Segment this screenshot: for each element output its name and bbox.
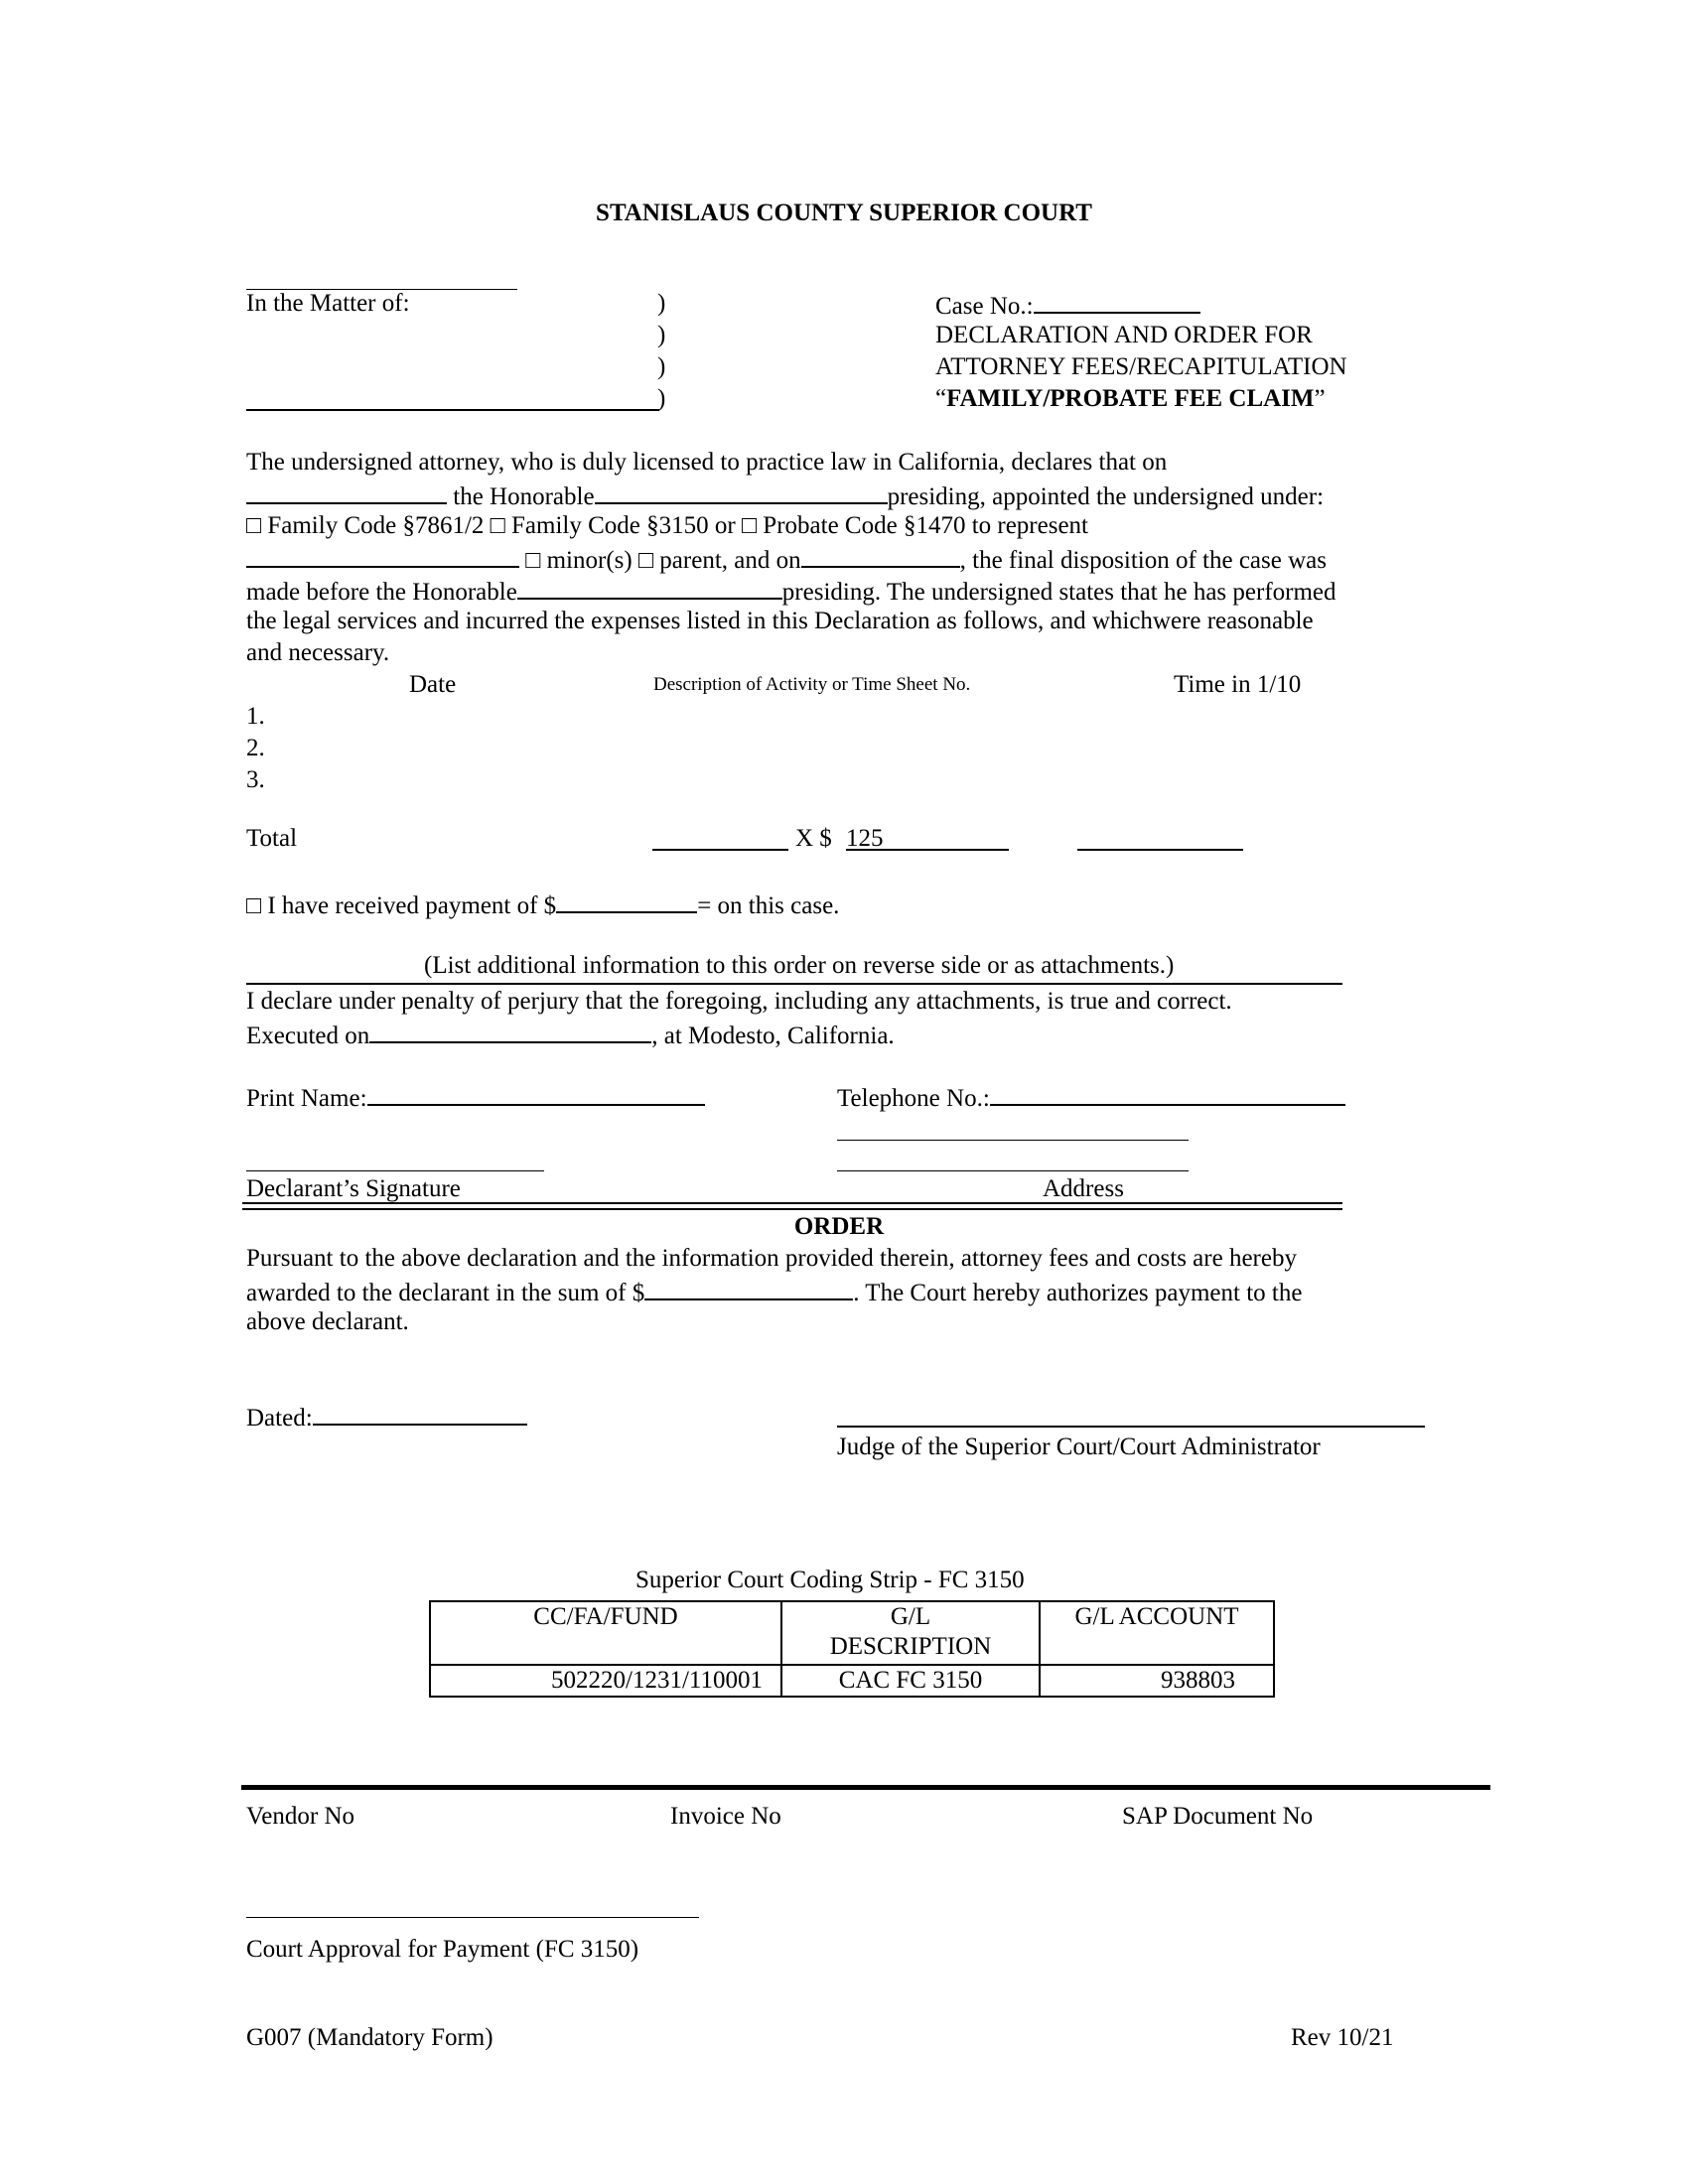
declaration-line5 [246, 574, 1336, 609]
caption-paren: ) [657, 353, 666, 380]
caption-paren: ) [657, 322, 666, 348]
invoice-no-label: Invoice No [670, 1803, 781, 1830]
activity-row-3[interactable]: 3. [246, 766, 265, 793]
telephone-input[interactable] [990, 1080, 1345, 1106]
dated-field [246, 1400, 527, 1434]
made-before-label: made before the Honorable [246, 579, 517, 606]
judge-label: Judge of the Superior Court/Court Administrator [837, 1433, 1321, 1460]
column-date: Date [409, 671, 457, 698]
award-label: awarded to the declarant in the sum of $ [246, 1280, 645, 1306]
signature-line[interactable] [246, 1170, 544, 1171]
declaration-line1: The undersigned attorney, who is duly licensed to practice law in California, declares that on [246, 449, 1168, 476]
declaration-line6: the legal services and incurred the expenses listed in this Declaration as follows, and whichwere reasonable [246, 608, 1314, 634]
honorable-label: the Honorable [453, 483, 595, 510]
double-rule-top [242, 1202, 1342, 1204]
declaration-line2 [246, 478, 1324, 513]
payment-received-line [246, 887, 839, 922]
header-description: DESCRIPTION [829, 1633, 992, 1660]
rate-multiplier: X $ [795, 825, 832, 852]
value-cc-fa-fund: 502220/1231/110001 [430, 1665, 781, 1697]
activity-row-2[interactable]: 2. [246, 735, 265, 761]
court-approval-label: Court Approval for Payment (FC 3150) [246, 1936, 639, 1963]
represented-party-input[interactable] [246, 542, 519, 568]
sap-document-no-label: SAP Document No [1122, 1803, 1314, 1830]
executed-line [246, 1018, 895, 1052]
header-gl-description [781, 1601, 1040, 1665]
case-no-input[interactable] [1034, 288, 1200, 314]
form-heading-line2: ATTORNEY FEES/RECAPITULATION [935, 353, 1347, 380]
column-time: Time in 1/10 [1174, 671, 1302, 698]
coding-strip-header-row [430, 1601, 1274, 1665]
value-gl-account: 938803 [1040, 1665, 1274, 1697]
activity-row-1[interactable]: 1. [246, 703, 265, 730]
case-no-field [935, 288, 1200, 323]
appointing-judge-input[interactable] [595, 478, 888, 504]
appointment-date-input[interactable] [246, 478, 447, 504]
form-id: G007 (Mandatory Form) [246, 2024, 493, 2051]
caption-paren: ) [657, 385, 666, 412]
option-family-code-7861[interactable]: □ Family Code §7861/2 [246, 512, 485, 539]
print-name-input[interactable] [367, 1080, 705, 1106]
separator-line [246, 983, 1342, 985]
signature-label: Declarant’s Signature [246, 1175, 461, 1202]
total-time-input[interactable] [652, 849, 788, 851]
telephone-label: Telephone No.: [837, 1085, 990, 1112]
form-heading-line3 [935, 383, 1326, 415]
perjury-statement: I declare under penalty of perjury that the foregoing, including any attachments, is true and correct. [246, 988, 1232, 1015]
disposition-date-input[interactable] [801, 542, 960, 568]
hourly-rate-underline [846, 849, 1009, 851]
coding-strip-title: Superior Court Coding Strip - FC 3150 [635, 1567, 1025, 1593]
coding-strip-table [429, 1600, 1275, 1698]
executed-location: , at Modesto, California. [651, 1023, 895, 1049]
payment-suffix: = on this case. [697, 892, 840, 919]
payment-amount-input[interactable] [556, 887, 697, 913]
dated-input[interactable] [313, 1400, 527, 1426]
option-probate-code-1470[interactable]: □ Probate Code §1470 to represent [741, 512, 1089, 539]
court-title: STANISLAUS COUNTY SUPERIOR COURT [596, 200, 1092, 226]
case-no-label: Case No.: [935, 293, 1034, 320]
caption-paren: ) [657, 290, 666, 317]
order-line1: Pursuant to the above declaration and the information provided therein, attorney fees and costs are hereby [246, 1245, 1297, 1272]
disposition-judge-input[interactable] [517, 574, 782, 600]
value-gl-description: CAC FC 3150 [781, 1665, 1040, 1697]
additional-info-note: (List additional information to this order on reverse side or as attachments.) [424, 952, 1175, 979]
court-approval-line[interactable] [246, 1917, 699, 1918]
option-parent[interactable]: □ parent, and on [637, 547, 801, 574]
print-name-label: Print Name: [246, 1085, 367, 1112]
authorizes-text: . The Court hereby authorizes payment to the [853, 1280, 1303, 1306]
presiding-label: presiding, appointed the undersigned under: [887, 483, 1325, 510]
judge-signature-line[interactable] [837, 1426, 1425, 1428]
option-family-code-3150[interactable]: □ Family Code §3150 or [490, 512, 736, 539]
total-amount-input[interactable] [1077, 849, 1243, 851]
executed-label: Executed on [246, 1023, 370, 1049]
address-label: Address [1043, 1175, 1124, 1202]
order-title: ORDER [793, 1213, 885, 1240]
quote-open: “ [935, 385, 947, 412]
declaration-line7: and necessary. [246, 639, 390, 666]
form-heading-line1: DECLARATION AND ORDER FOR [935, 322, 1313, 348]
coding-strip-value-row [430, 1665, 1274, 1697]
form-heading-bold: FAMILY/PROBATE FEE CLAIM [946, 385, 1315, 412]
order-line2 [246, 1275, 1302, 1309]
dated-label: Dated: [246, 1405, 313, 1432]
hourly-rate[interactable]: 125 [846, 825, 884, 852]
quote-close: ” [1314, 385, 1326, 412]
payment-received-checkbox[interactable]: □ I have received payment of $ [246, 892, 557, 919]
form-revision: Rev 10/21 [1291, 2024, 1394, 2051]
option-minors[interactable]: □ minor(s) [525, 547, 633, 574]
matter-name-line[interactable] [246, 409, 659, 411]
address-line-2[interactable] [837, 1170, 1189, 1171]
final-disposition-text: , the final disposition of the case was [959, 547, 1327, 574]
header-gl: G/L [890, 1603, 931, 1630]
declaration-line4 [246, 542, 1327, 577]
address-line-1[interactable] [837, 1140, 1189, 1141]
double-rule-bottom [242, 1208, 1342, 1210]
declaration-line3 [246, 510, 1088, 542]
order-line3: above declarant. [246, 1308, 409, 1335]
presiding-performed-text: presiding. The undersigned states that he has performed [781, 579, 1336, 606]
award-amount-input[interactable] [644, 1275, 853, 1300]
total-label: Total [246, 825, 298, 852]
telephone-field [837, 1080, 1345, 1115]
executed-date-input[interactable] [369, 1018, 651, 1043]
matter-label: In the Matter of: [246, 290, 410, 317]
print-name-field [246, 1080, 705, 1115]
footer-thick-rule [241, 1785, 1490, 1790]
header-cc-fa-fund: CC/FA/FUND [430, 1601, 781, 1665]
column-description: Description of Activity or Time Sheet No. [653, 674, 971, 695]
header-gl-account: G/L ACCOUNT [1040, 1601, 1274, 1665]
vendor-no-label: Vendor No [246, 1803, 355, 1830]
